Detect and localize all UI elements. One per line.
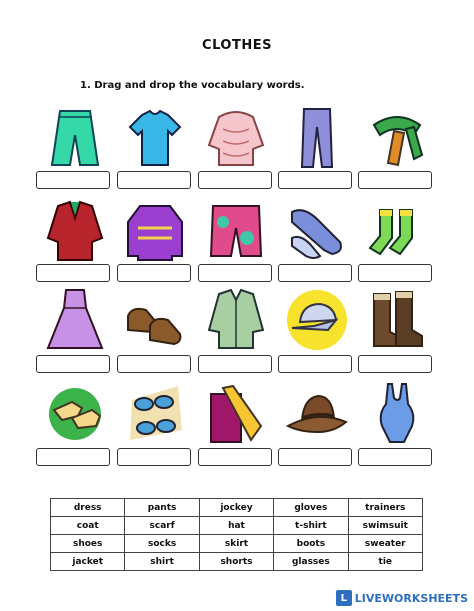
t-shirt-icon xyxy=(122,105,188,173)
brand-name: LIVEWORKSHEETS xyxy=(354,591,468,605)
answer-box-16[interactable] xyxy=(36,448,110,466)
word-chip[interactable]: shoes xyxy=(51,535,125,553)
table-row xyxy=(51,553,423,571)
word-chip[interactable]: shorts xyxy=(199,553,273,571)
word-chip[interactable]: skirt xyxy=(199,535,273,553)
swimsuit-icon xyxy=(364,380,430,448)
answer-box-20[interactable] xyxy=(358,448,432,466)
answer-box-8[interactable] xyxy=(198,264,272,282)
pants-icon xyxy=(284,105,350,173)
word-chip[interactable]: gloves xyxy=(274,499,348,517)
coat-icon xyxy=(42,198,108,266)
answer-box-9[interactable] xyxy=(278,264,352,282)
dress-icon xyxy=(42,286,108,354)
word-chip[interactable]: shirt xyxy=(125,553,199,571)
shirt-icon xyxy=(203,286,269,354)
word-bank-table xyxy=(50,498,423,571)
word-chip[interactable]: coat xyxy=(51,517,125,535)
word-chip[interactable]: scarf xyxy=(125,517,199,535)
answer-box-15[interactable] xyxy=(358,355,432,373)
word-chip[interactable]: tie xyxy=(348,553,422,571)
word-chip[interactable]: pants xyxy=(125,499,199,517)
word-chip[interactable]: swimsuit xyxy=(348,517,422,535)
answer-box-13[interactable] xyxy=(198,355,272,373)
answer-box-10[interactable] xyxy=(358,264,432,282)
skirt-icon xyxy=(42,105,108,173)
answer-box-5[interactable] xyxy=(358,171,432,189)
answer-box-14[interactable] xyxy=(278,355,352,373)
shorts-icon xyxy=(203,198,269,266)
hat-cap-icon xyxy=(284,286,350,354)
tie-icon xyxy=(203,380,269,448)
scarf-icon xyxy=(364,105,430,173)
word-chip[interactable]: boots xyxy=(274,535,348,553)
answer-box-6[interactable] xyxy=(36,264,110,282)
word-chip[interactable]: sweater xyxy=(348,535,422,553)
word-chip[interactable]: socks xyxy=(125,535,199,553)
boots-icon xyxy=(364,286,430,354)
hat-fedora-icon xyxy=(284,380,350,448)
answer-box-18[interactable] xyxy=(198,448,272,466)
glasses-icon xyxy=(122,380,188,448)
answer-box-3[interactable] xyxy=(198,171,272,189)
table-row xyxy=(51,499,423,517)
answer-box-12[interactable] xyxy=(117,355,191,373)
liveworksheets-logo xyxy=(336,589,468,607)
answer-box-7[interactable] xyxy=(117,264,191,282)
word-chip[interactable]: jockey xyxy=(199,499,273,517)
word-chip[interactable]: t-shirt xyxy=(274,517,348,535)
instruction-text: 1. Drag and drop the vocabulary words. xyxy=(80,80,305,91)
table-row xyxy=(51,535,423,553)
shoes-icon xyxy=(122,286,188,354)
answer-box-19[interactable] xyxy=(278,448,352,466)
jacket-fluffy-icon xyxy=(203,105,269,173)
trainers-icon xyxy=(284,198,350,266)
logo-mark-icon: L xyxy=(336,590,352,606)
answer-box-2[interactable] xyxy=(117,171,191,189)
answer-box-4[interactable] xyxy=(278,171,352,189)
page-title: CLOTHES xyxy=(202,38,272,53)
answer-box-11[interactable] xyxy=(36,355,110,373)
socks-icon xyxy=(364,198,430,266)
sweater-icon xyxy=(122,198,188,266)
answer-box-1[interactable] xyxy=(36,171,110,189)
gloves-icon xyxy=(42,380,108,448)
answer-box-17[interactable] xyxy=(117,448,191,466)
word-chip[interactable]: dress xyxy=(51,499,125,517)
word-chip[interactable]: glasses xyxy=(274,553,348,571)
word-chip[interactable]: jacket xyxy=(51,553,125,571)
word-chip[interactable]: hat xyxy=(199,517,273,535)
word-chip[interactable]: trainers xyxy=(348,499,422,517)
table-row xyxy=(51,517,423,535)
